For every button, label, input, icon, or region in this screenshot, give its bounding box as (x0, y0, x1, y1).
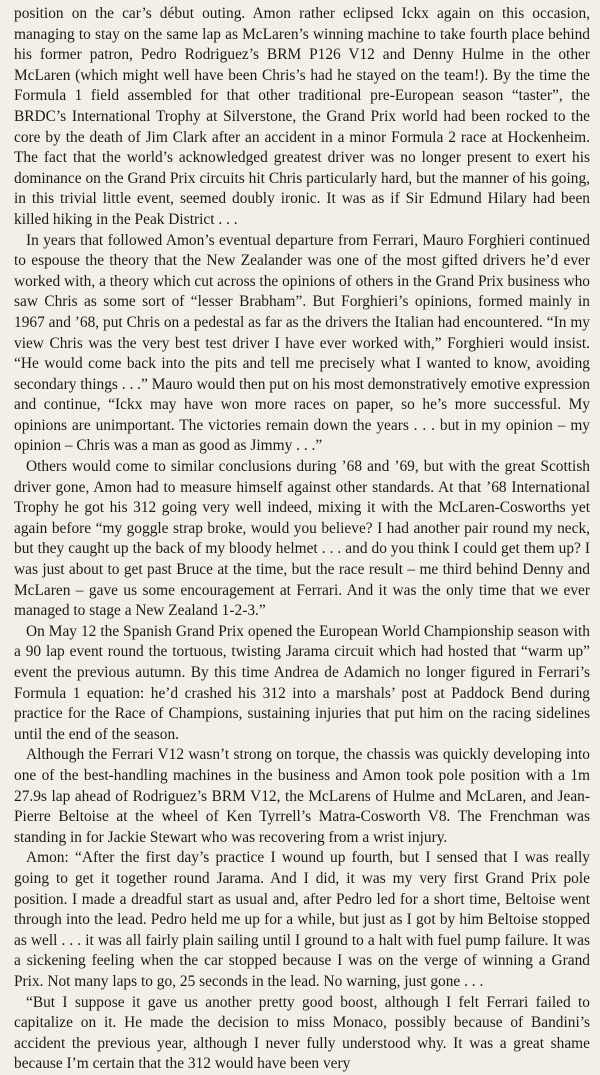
paragraph-2: In years that followed Amon’s eventual departure from Ferrari, Mauro Forghieri continued to espouse the theory that the New Zealander was one of the most gifted drivers he’d ever worked with, a theory which cut across the opinions of others in the Grand Prix business who saw Chris as some sort of “lesser Brabham”. But Forghieri’s opinions, formed mainly in 1967 and ’68, put Chris on a pedestal as far as the drivers the Italian had encountered. “In my view Chris was the very best test driver I have ever worked with,” Forghieri would insist. “He would come back into the pits and tell me precisely what I wanted to know, avoiding secondary things . . .” Mauro would then put on his most demonstratively emotive expression and continue, “Ickx may have won more races on paper, so he’s more successful. My opinions are unimportant. The victories remain down the years . . . but in my opinion – my opinion – Chris was a man as good as Jimmy . . .” (14, 231, 590, 455)
paragraph-7: “But I suppose it gave us another pretty good boost, although I felt Ferrari failed to capitalize on it. He made the decision to miss Monaco, possibly because of Bandini’s accident the previous year, although I never fully understood why. It was a great shame because I’m certain that the 312 would have been very (14, 993, 590, 1073)
paragraph-1: position on the car’s début outing. Amon rather eclipsed Ickx again on this occasion, managing to stay on the same lap as McLaren’s winning machine to take fourth place behind his former patron, Pedro Rodriguez’s BRM P126 V12 and Denny Hulme in the other McLaren (which might well have been Chris’s had he stayed on the team!). By the time the Formula 1 field assembled for that other traditional pre-European season “taster”, the BRDC’s International Trophy at Silverstone, the Grand Prix world had been rocked to the core by the death of Jim Clark after an accident in a minor Formula 2 race at Hockenheim. The fact that the world’s acknowledged greatest driver was no longer present to exert his dominance on the Grand Prix circuits hit Chris particularly hard, but the manner of his going, in this trivial little event, seemed doubly ironic. It was as if Sir Edmund Hilary had been killed hiking in the Peak District . . . (14, 5, 590, 228)
paragraph-6: Amon: “After the first day’s practice I wound up fourth, but I sensed that I was really going to get it together round Jarama. And I did, it was my very first Grand Prix pole position. I made a dreadful start as usual and, after Pedro led for a short time, Beltoise went through into the lead. Pedro held me up for a while, but just as I got by him Beltoise stopped as well . . . it was all fairly plain sailing until I ground to a halt with fuel pump failure. It was a sickening feeling when the car stopped because I was on the verge of winning a Grand Prix. Not many laps to go, 25 seconds in the lead. No warning, just gone . . . (14, 849, 590, 990)
paragraph-4: On May 12 the Spanish Grand Prix opened the European World Championship season with a 90 lap event round the tortuous, twisting Jarama circuit which had hosted that “warm up” event the previous autumn. By this time Andrea de Adamich no longer figured in Ferrari’s Formula 1 equation: he’d crashed his 312 into a marshals’ post at Paddock Bend during practice for the Race of Champions, sustaining injuries that put him on the racing sidelines until the end of the season. (14, 622, 590, 743)
paragraph-5: Although the Ferrari V12 wasn’t strong on torque, the chassis was quickly developing into one of the best-handling machines in the business and Amon took pole position with a 1m 27.9s lap ahead of Rodriguez’s BRM V12, the McLarens of Hulme and McLaren, and Jean-Pierre Beltoise at the wheel of Ken Tyrrell’s Matra-Cosworth V8. The Frenchman was standing in for Jackie Stewart who was recovering from a wrist injury. (14, 746, 590, 846)
paragraph-3: Others would come to similar conclusions during ’68 and ’69, but with the great Scottish driver gone, Amon had to measure himself against other standards. At that ’68 International Trophy he got his 312 going very well indeed, mixing it with the McLaren-Cosworths yet again before “my goggle strap broke, would you believe? I had another pair round my neck, but they caught up the back of my bloody helmet . . . and do you think I could get them up? I was just about to get past Bruce at the time, but the race result – me third behind Denny and McLaren – gave us some encouragement at Ferrari. And it was the only time that we ever managed to stage a New Zealand 1-2-3.” (14, 458, 590, 620)
